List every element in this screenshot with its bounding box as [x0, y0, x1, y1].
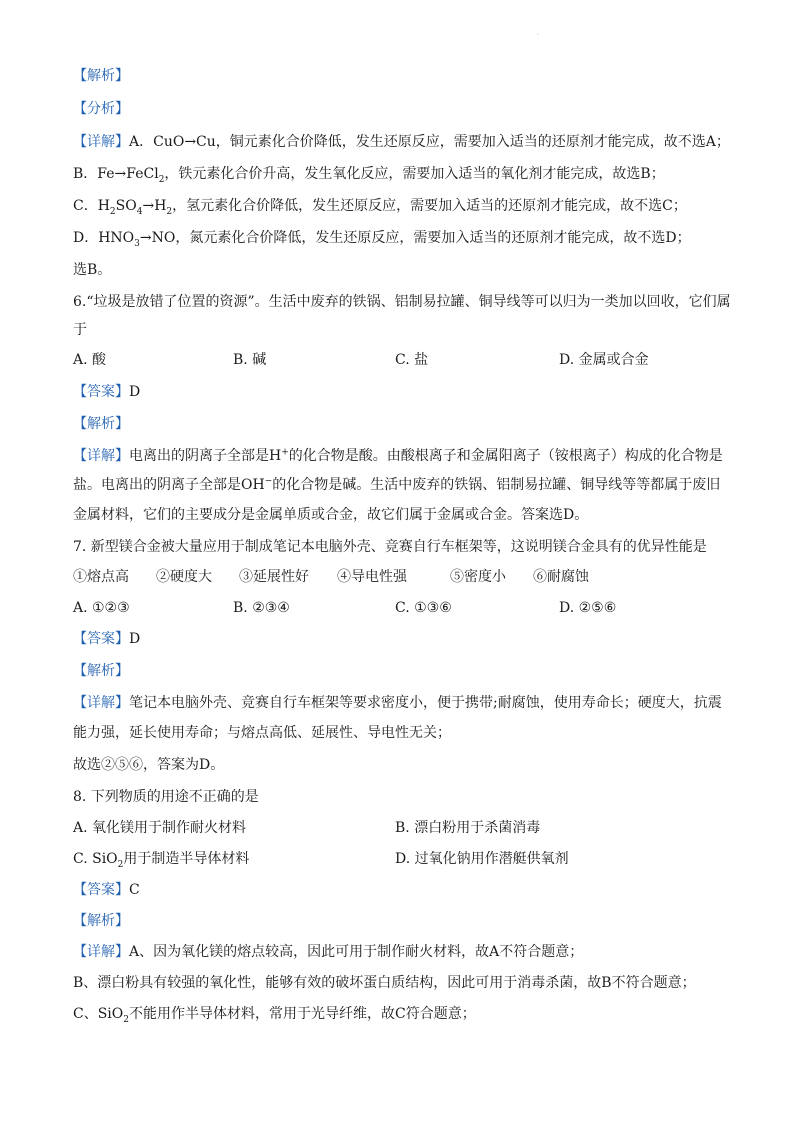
q7-prop-2: ②硬度大	[156, 569, 212, 585]
q8-option-c-rest: 用于制造半导体材料	[123, 851, 250, 867]
q6-answer	[73, 382, 754, 402]
q8-detail-c-prefix: C、SiO	[73, 1006, 124, 1022]
q6-jiexi-label: 【解析】	[73, 416, 129, 432]
q7-detail-tag: 【详解】	[73, 695, 129, 711]
q5-b-sub: 2	[158, 174, 165, 185]
q8-detail-tag: 【详解】	[73, 944, 129, 960]
q7-option-c: C. ①③⑥	[395, 600, 452, 616]
q8-option-c-sub: 2	[117, 859, 124, 870]
q6-detail-l2-a: 盐。电离出的阴离子全部是OH	[73, 477, 265, 493]
q5-fenxi-label: 【分析】	[73, 101, 129, 117]
q6-detail-l1-sup: +	[281, 447, 289, 458]
q6-detail-l2	[73, 475, 754, 495]
q8-answer-tag: 【答案】	[73, 882, 129, 898]
q5-detail-tag: 【详解】	[73, 134, 129, 150]
q5-jiexi-label: 【解析】	[73, 68, 129, 84]
q8-stem: 8. 下列物质的用途不正确的是	[73, 789, 259, 805]
q7-prop-3: ③延展性好	[239, 569, 309, 585]
q5-c-sub3: 2	[166, 206, 173, 217]
q7-option-d: D. ②⑤⑥	[559, 600, 617, 616]
q5-c-sub1: 2	[109, 206, 116, 217]
q8-detail-b: B、漂白粉具有较强的氧化性，能够有效的破坏蛋白质结构，因此可用于消毒杀菌，故B不符合题意；	[73, 975, 696, 991]
q7-detail-l2: 能力强，延长使用寿命；与熔点高低、延展性、导电性无关；	[73, 725, 451, 741]
q7-answer-value: D	[129, 631, 141, 647]
q8-option-c-prefix: C. SiO	[73, 851, 118, 867]
q8-option-d: D. 过氧化钠用作潜艇供氧剂	[395, 851, 569, 867]
q7-prop-5: ⑤密度小	[450, 569, 506, 585]
q6-stem-line1: 6.“垃圾是放错了位置的资源”。生活中废弃的铁锅、铝制易拉罐、铜导线等可以归为一类加以回收，它们属	[73, 294, 731, 310]
q5-d-sub: 3	[134, 238, 140, 249]
q8-detail-c	[73, 1004, 754, 1024]
q5-conclusion: 选B。	[73, 262, 112, 278]
q6-stem-line2: 于	[73, 322, 87, 338]
q6-detail-l2-b: 的化合物是碱。生活中废弃的铁锅、铝制易拉罐、铜导线等等都属于废旧	[272, 477, 721, 493]
q8-answer-value: C	[129, 882, 140, 898]
q5-detail-a-text: A．CuO→Cu，铜元素化合价降低，发生还原反应，需要加入适当的还原剂才能完成，故不选A；	[129, 134, 730, 150]
q8-option-b: B. 漂白粉用于杀菌消毒	[395, 820, 541, 836]
q5-detail-c	[73, 196, 754, 216]
q6-option-b: B. 碱	[233, 352, 267, 368]
top-mark: .	[537, 30, 539, 37]
q5-b-rest: ，铁元素化合价升高，发生氧化反应，需要加入适当的氧化剂才能完成，故选B；	[164, 166, 665, 182]
q6-option-a: A. 酸	[73, 352, 107, 368]
q8-option-a: A. 氧化镁用于制作耐火材料	[73, 820, 247, 836]
q6-answer-value: D	[129, 384, 141, 400]
q8-detail-c-rest: 不能用作半导体材料，常用于光导纤维，故C符合题意；	[129, 1006, 476, 1022]
q7-answer-tag: 【答案】	[73, 631, 129, 647]
q5-c-mid2: →H	[142, 198, 167, 214]
q5-c-rest: ，氢元素化合价降低，发生还原反应，需要加入适当的还原剂才能完成，故不选C；	[172, 198, 687, 214]
q7-prop-4: ④导电性强	[337, 569, 407, 585]
q7-option-a: A. ①②③	[73, 600, 130, 616]
q6-option-d: D. 金属或合金	[559, 352, 649, 368]
q7-prop-1: ①熔点高	[73, 569, 129, 585]
q8-detail-a	[73, 942, 754, 962]
q6-detail-l3: 金属材料，它们的主要成分是金属单质或合金，故它们属于金属或合金。答案选D。	[73, 507, 589, 523]
q8-option-c	[73, 849, 249, 869]
q8-jiexi-label: 【解析】	[73, 913, 129, 929]
q5-c-sub2: 4	[136, 206, 143, 217]
q5-b-prefix: B．Fe→FeCl	[73, 166, 159, 182]
q7-option-b: B. ②③④	[233, 600, 290, 616]
q5-d-rest: →NO，氮元素化合价降低，发生还原反应，需要加入适当的还原剂才能完成，故不选D；	[139, 230, 691, 246]
q6-detail-l2-sup: −	[264, 476, 273, 487]
q5-c-prefix: C．H	[73, 198, 110, 214]
q5-d-prefix: D．HNO	[73, 230, 135, 246]
q7-detail-l3: 故选②⑤⑥，答案为D。	[73, 757, 225, 773]
q6-answer-tag: 【答案】	[73, 384, 129, 400]
q7-detail-l1-text: 笔记本电脑外壳、竞赛自行车框架等要求密度小，便于携带;耐腐蚀，使用寿命长；硬度大，抗震	[129, 695, 722, 711]
q6-detail-l1-b: 的化合物是酸。由酸根离子和金属阳离子（铵根离子）构成的化合物是	[288, 448, 723, 464]
q7-answer	[73, 629, 754, 649]
q6-detail-tag: 【详解】	[73, 448, 129, 464]
q8-answer	[73, 880, 754, 900]
q6-detail-l1-a: 电离出的阴离子全部是H	[129, 448, 282, 464]
q7-detail-l1	[73, 693, 754, 713]
q5-detail-d	[73, 228, 754, 248]
q7-prop-6: ⑥耐腐蚀	[533, 569, 589, 585]
q8-detail-a-text: A、因为氧化镁的熔点较高，因此可用于制作耐火材料，故A不符合题意；	[129, 944, 584, 960]
q5-detail-b	[73, 164, 754, 184]
q7-stem: 7. 新型镁合金被大量应用于制成笔记本电脑外壳、竞赛自行车框架等，这说明镁合金具有的优异性能是	[73, 539, 707, 555]
q6-option-c: C. 盐	[395, 352, 429, 368]
q8-detail-c-sub: 2	[123, 1014, 129, 1025]
q5-c-mid1: SO	[115, 198, 137, 214]
q6-detail-l1	[73, 446, 754, 466]
q7-jiexi-label: 【解析】	[73, 663, 129, 679]
q5-detail-a	[73, 132, 754, 152]
